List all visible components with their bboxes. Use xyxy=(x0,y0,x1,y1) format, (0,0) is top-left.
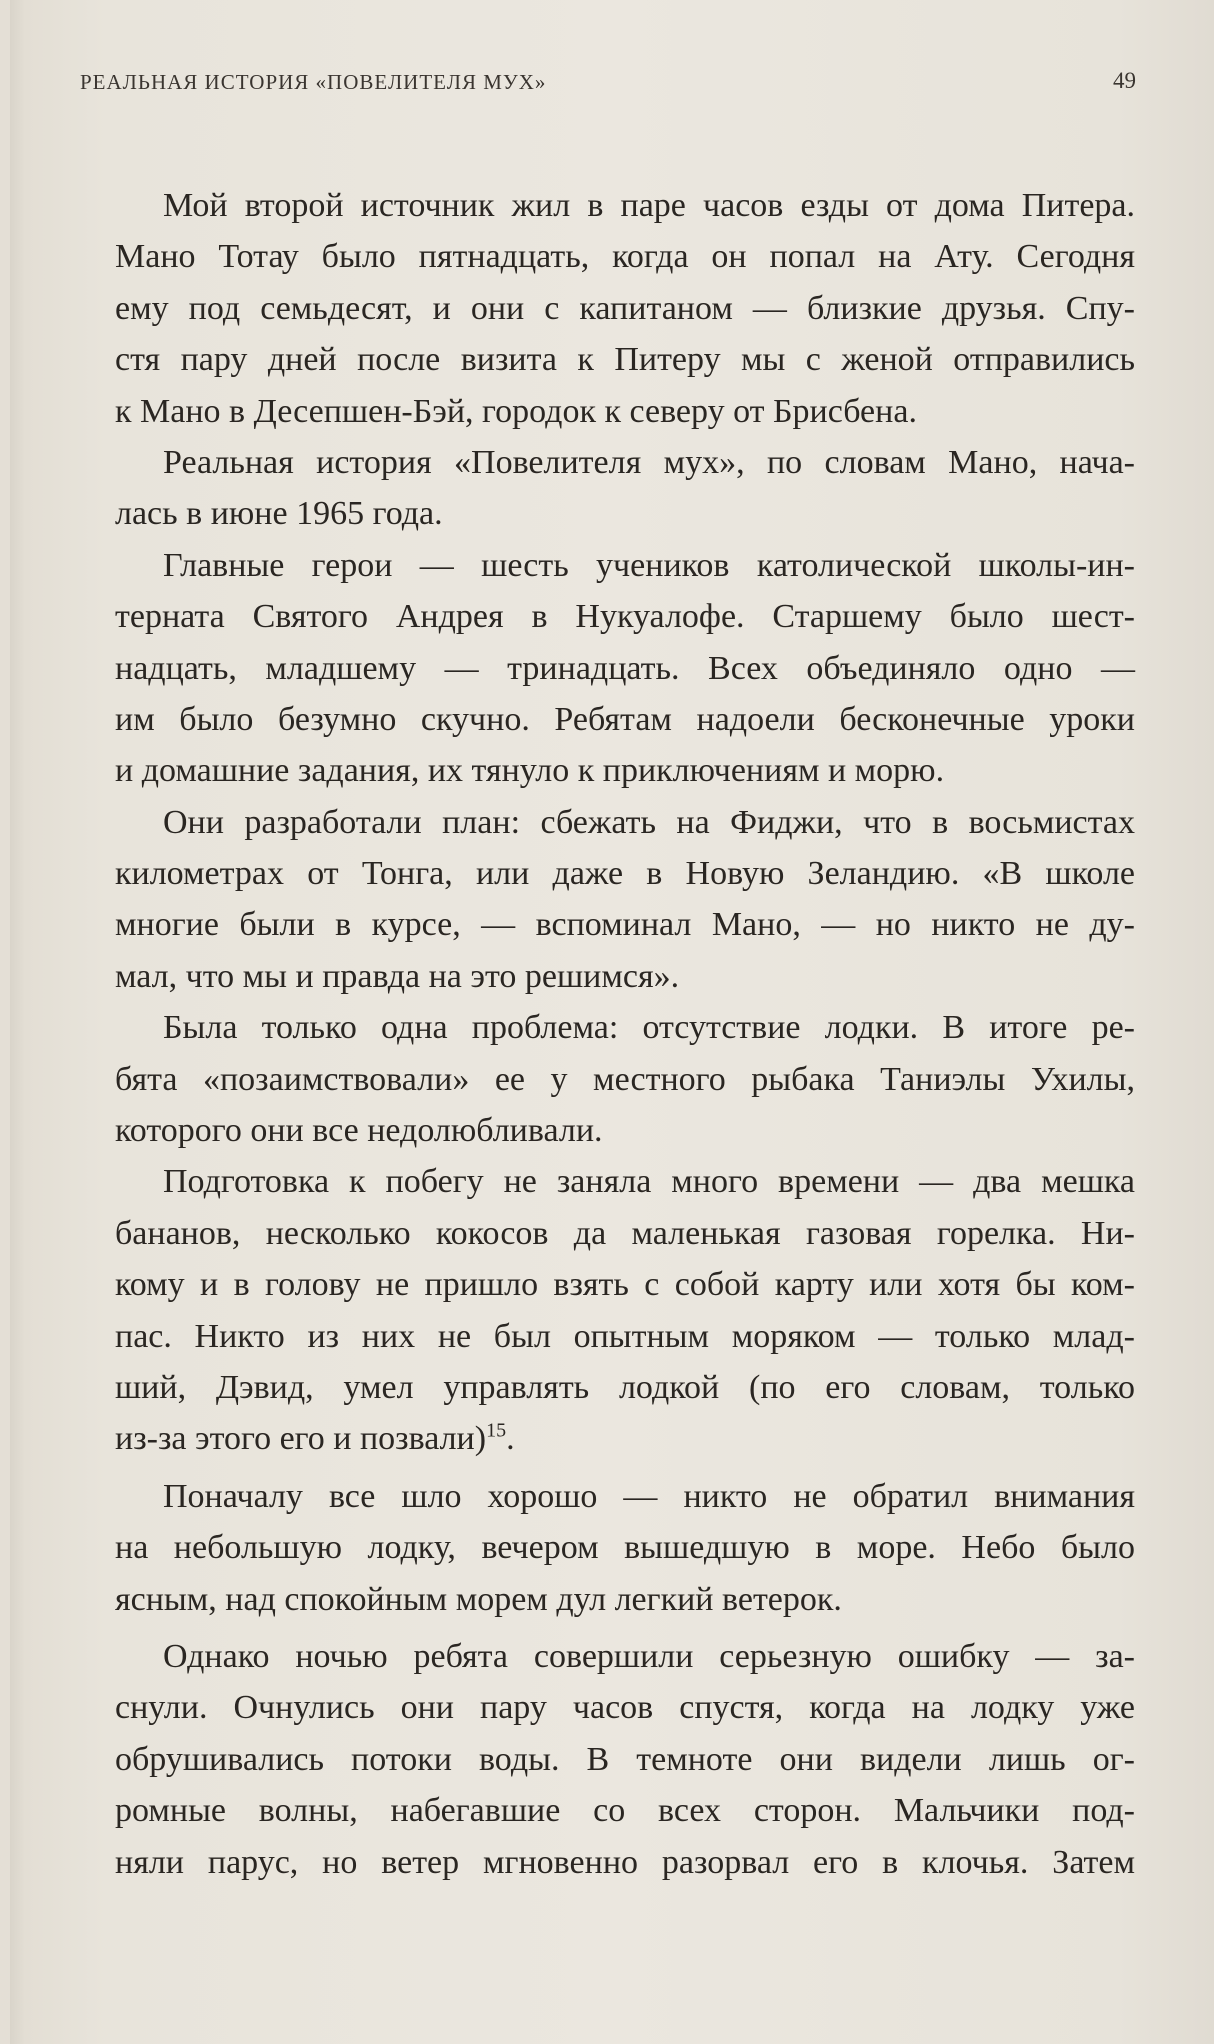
text-line: Подготовка к побегу не заняла много времени — два мешка xyxy=(163,1163,1135,1201)
paragraph xyxy=(115,1471,1135,1625)
text-line: няли парус, но ветер мгновенно разорвал его в клочья. Затем xyxy=(115,1843,1135,1881)
text-line: многие были в курсе, — вспоминал Мано, — но никто не ду- xyxy=(115,906,1135,944)
text-line: Они разработали план: сбежать на Фиджи, что в восьмистах xyxy=(163,803,1135,841)
text-line: стя пару дней после визита к Питеру мы с женой отправились xyxy=(115,341,1135,379)
book-page xyxy=(10,0,1214,2044)
text-line xyxy=(115,1413,1135,1464)
text-line: им было безумно скучно. Ребятам надоели бесконечные уроки xyxy=(115,700,1135,738)
text-line: Главные герои — шесть учеников католической школы-ин- xyxy=(163,546,1135,584)
text-line: Реальная история «Повелителя мух», по словам Мано, нача- xyxy=(163,443,1135,481)
text-line: и домашние задания, их тянуло к приключениям и морю. xyxy=(115,752,945,790)
text-line: ему под семьдесят, и они с капитаном — близкие друзья. Спу- xyxy=(115,289,1135,327)
text-line: пас. Никто из них не был опытным моряком — только млад- xyxy=(115,1317,1135,1355)
text-line: ший, Дэвид, умел управлять лодкой (по его словам, только xyxy=(115,1368,1135,1406)
paragraph xyxy=(115,180,1135,437)
running-title: РЕАЛЬНАЯ ИСТОРИЯ «ПОВЕЛИТЕЛЯ МУХ» xyxy=(80,70,547,94)
text-line: Мой второй источник жил в паре часов езды от дома Питера. xyxy=(163,187,1135,224)
paragraph xyxy=(115,1002,1135,1156)
text-line: к Мано в Десепшен-Бэй, городок к северу от Брисбена. xyxy=(115,392,917,430)
paragraph xyxy=(115,437,1135,540)
paragraph xyxy=(115,797,1135,1003)
text-line: Однако ночью ребята совершили серьезную ошибку — за- xyxy=(163,1637,1135,1675)
text-line: кому и в голову не пришло взять с собой карту или хотя бы ком- xyxy=(115,1266,1135,1304)
text-line: бята «позаимствовали» ее у местного рыбака Таниэлы Ухилы, xyxy=(115,1060,1135,1098)
text-line: лась в июне 1965 года. xyxy=(115,495,443,533)
paragraph xyxy=(115,540,1135,797)
text-line: Мано Тотау было пятнадцать, когда он попал на Ату. Сегодня xyxy=(115,238,1135,276)
paragraph xyxy=(115,1156,1135,1464)
text-line: ясным, над спокойным морем дул легкий ветерок. xyxy=(115,1580,842,1618)
text-line: мал, что мы и правда на это решимся». xyxy=(115,957,680,995)
footnote-reference[interactable]: 15 xyxy=(486,1420,507,1443)
sentence-period: . xyxy=(506,1420,515,1458)
paragraph xyxy=(115,1631,1135,1888)
page-number: 49 xyxy=(1113,68,1136,93)
text-line-content: из-за этого его и позвали) xyxy=(115,1420,487,1458)
text-line: терната Святого Андрея в Нукуалофе. Старшему было шест- xyxy=(115,598,1135,636)
text-line: Поначалу все шло хорошо — никто не обратил внимания xyxy=(163,1477,1135,1515)
text-line: километрах от Тонга, или даже в Новую Зеландию. «В школе xyxy=(115,855,1135,893)
text-line: обрушивались потоки воды. В темноте они видели лишь ог- xyxy=(115,1740,1135,1778)
text-line: ромные волны, набегавшие со всех сторон. Мальчики под- xyxy=(115,1792,1135,1830)
text-line: бананов, несколько кокосов да маленькая газовая горелка. Ни- xyxy=(115,1214,1135,1252)
text-line: надцать, младшему — тринадцать. Всех объединяло одно — xyxy=(115,649,1135,687)
body-text xyxy=(115,180,1135,1888)
page-edge-shadow xyxy=(10,0,24,2044)
text-line: Была только одна проблема: отсутствие лодки. В итоге ре- xyxy=(163,1009,1135,1047)
text-line: на небольшую лодку, вечером вышедшую в море. Небо было xyxy=(115,1529,1135,1567)
text-line: снули. Очнулись они пару часов спустя, когда на лодку уже xyxy=(115,1689,1135,1727)
text-line: которого они все недолюбливали. xyxy=(115,1112,603,1150)
